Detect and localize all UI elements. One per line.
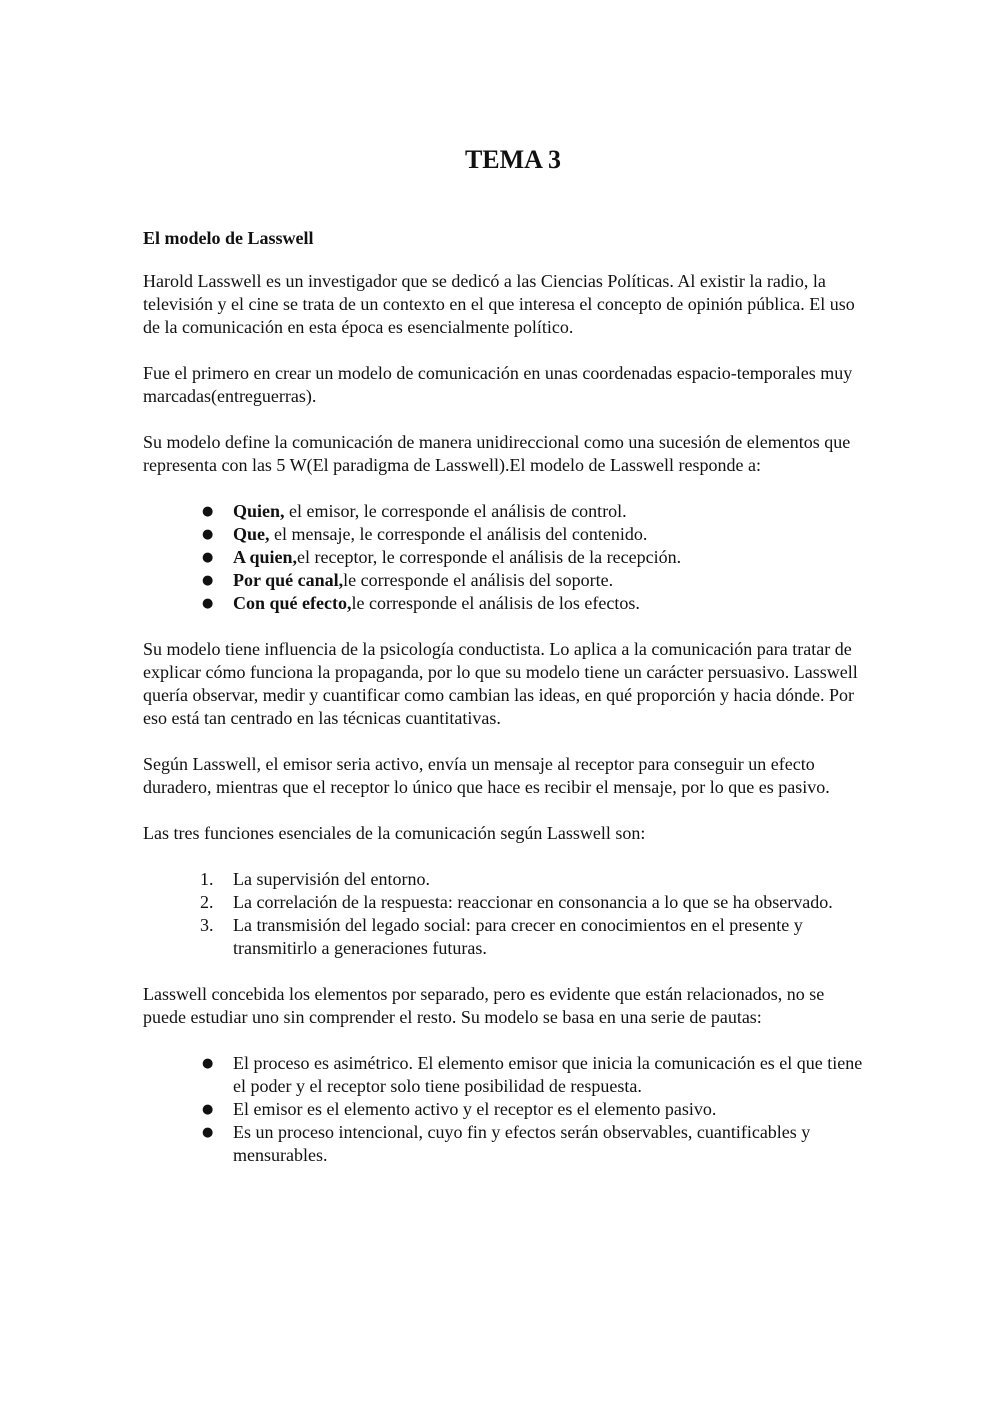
list-item-term: A quien, xyxy=(233,547,298,567)
list-item-term: Con qué efecto, xyxy=(233,593,352,613)
list-item-term: Quien, xyxy=(233,501,285,521)
list-item-text: La supervisión del entorno. xyxy=(233,869,430,889)
list-item: ● El emisor es el elemento activo y el receptor es el elemento pasivo. xyxy=(233,1098,863,1121)
list-item-number: 3. xyxy=(200,915,214,935)
list-item xyxy=(200,868,863,891)
list-item: ● Es un proceso intencional, cuyo fin y efectos serán observables, cuantificables y mensurables. xyxy=(233,1121,863,1167)
list-item-text: el receptor, le corresponde el análisis de la recepción. xyxy=(297,547,682,567)
list-item xyxy=(200,891,863,914)
list-item: ● El proceso es asimétrico. El elemento emisor que inicia la comunicación es el que tiene el poder y el receptor solo tiene posibilidad de respuesta. xyxy=(233,1052,863,1098)
list-item xyxy=(233,523,863,546)
list-item-text: el emisor, le corresponde el análisis de control. xyxy=(284,501,627,521)
paragraph-intro-1: Harold Lasswell es un investigador que se dedicó a las Ciencias Políticas. Al existir la radio, la televisión y el cine se trata de un contexto en el que interesa el concepto de opinión pública. El uso de la comunicación en esta época es esencialmente político. xyxy=(143,271,855,337)
list-item xyxy=(233,592,863,615)
list-item-text: La transmisión del legado social: para crecer en conocimientos en el presente y transmitirlo a generaciones futuras. xyxy=(233,915,803,958)
list-item-text: le corresponde el análisis del soporte. xyxy=(343,570,614,590)
list-item xyxy=(233,500,863,523)
paragraph-intro-3: Su modelo define la comunicación de manera unidireccional como una sucesión de elementos que representa con las 5 W(El paradigma de Lasswell).El modelo de Lasswell responde a: xyxy=(143,432,851,475)
list-item-text: La correlación de la respuesta: reaccionar en consonancia a lo que se ha observado. xyxy=(233,892,833,912)
section-heading: El modelo de Lasswell xyxy=(143,228,314,248)
pautas-list xyxy=(143,1052,863,1167)
paragraph-middle-3: Las tres funciones esenciales de la comunicación según Lasswell son: xyxy=(143,823,646,843)
list-item-term: Por qué canal, xyxy=(233,570,344,590)
page-title: TEMA 3 xyxy=(464,145,562,174)
list-item-term: Que, xyxy=(233,524,270,544)
list-item xyxy=(233,546,863,569)
list-item xyxy=(233,569,863,592)
paragraph-middle-1: Su modelo tiene influencia de la psicología conductista. Lo aplica a la comunicación para tratar de explicar cómo funciona la propaganda, por lo que su modelo tiene un carácter persuasivo. Lasswell quería observar, medir y cuantificar como cambian las ideas, en qué proporción y hacia dónde. Por eso está tan centrado en las técnicas cuantitativas. xyxy=(143,639,858,728)
list-item-text: le corresponde el análisis de los efectos. xyxy=(351,593,640,613)
paragraph-intro-2: Fue el primero en crear un modelo de comunicación en unas coordenadas espacio-temporales muy marcadas(entreguerras). xyxy=(143,363,853,406)
list-item-number: 1. xyxy=(200,869,214,889)
list-item xyxy=(200,914,863,960)
paragraph-pautas: Lasswell concebida los elementos por separado, pero es evidente que están relacionados, no se puede estudiar uno sin comprender el resto. Su modelo se basa en una serie de pautas: xyxy=(143,984,825,1027)
list-item-text: el mensaje, le corresponde el análisis del contenido. xyxy=(269,524,648,544)
paragraph-middle-2: Según Lasswell, el emisor seria activo, envía un mensaje al receptor para conseguir un efecto duradero, mientras que el receptor lo único que hace es recibir el mensaje, por lo que es pasivo. xyxy=(143,754,830,797)
five-w-list xyxy=(143,500,863,615)
document-body xyxy=(143,145,863,1190)
functions-list xyxy=(143,868,863,960)
list-item-number: 2. xyxy=(200,892,214,912)
